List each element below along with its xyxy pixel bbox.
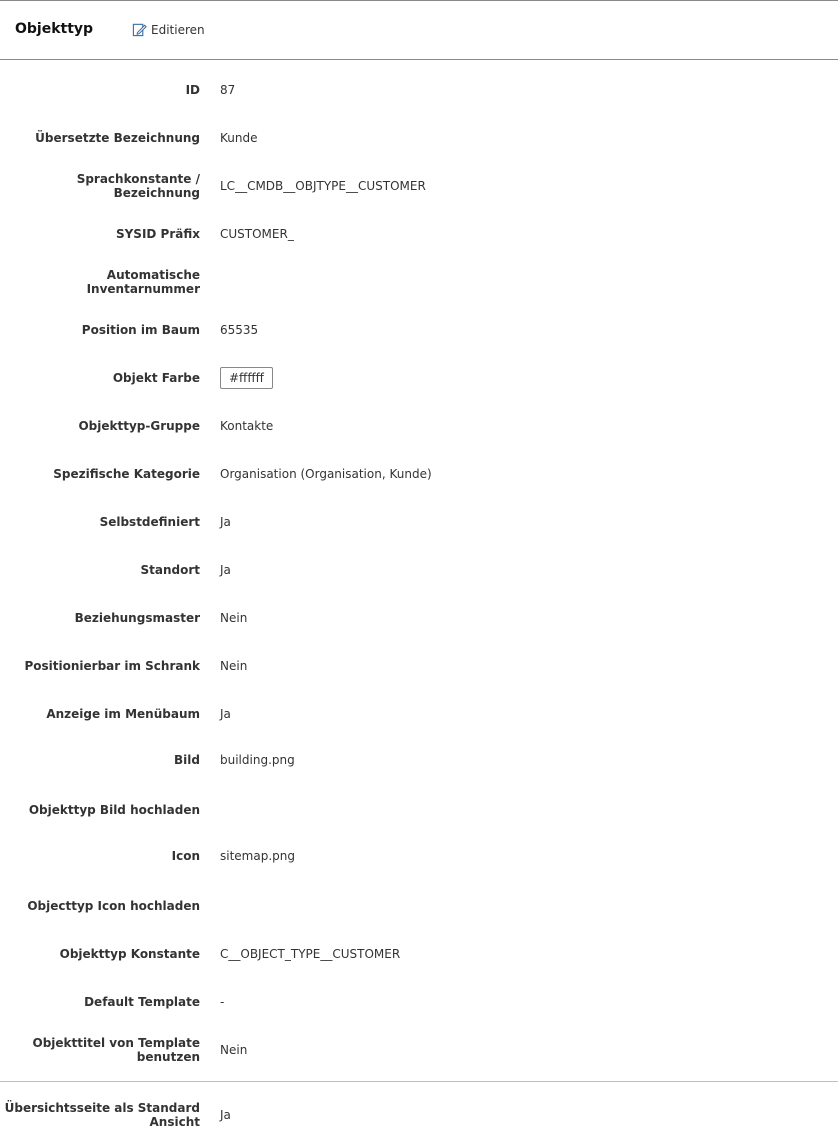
row-specific-category [0, 450, 838, 498]
row-label: Sprachkonstante / Bezeichnung [76, 172, 200, 200]
row-label: Automatische Inventarnummer [86, 268, 200, 296]
row-value: 87 [220, 83, 236, 97]
row-tree-position [0, 306, 838, 354]
edit-button[interactable] [132, 22, 205, 37]
row-icon-upload [0, 882, 838, 930]
row-self-defined [0, 498, 838, 546]
row-image [0, 736, 838, 784]
row-value: Ja [220, 515, 231, 529]
row-location [0, 546, 838, 594]
row-relation-master [0, 594, 838, 642]
row-value: 65535 [220, 323, 259, 337]
row-value: Ja [220, 563, 231, 577]
row-label: Objekttyp-Gruppe [78, 419, 200, 433]
row-value: sitemap.png [220, 849, 295, 863]
edit-icon [132, 22, 147, 37]
row-label: Bild [174, 753, 200, 767]
row-language-constant [0, 162, 838, 210]
row-label: Standort [140, 563, 200, 577]
row-label: Übersichtsseite als Standard Ansicht [4, 1101, 200, 1129]
row-value: Organisation (Organisation, Kunde) [220, 467, 432, 481]
row-label: Übersetzte Bezeichnung [35, 131, 200, 145]
row-label: Spezifische Kategorie [53, 467, 200, 481]
row-value: LC__CMDB__OBJTYPE__CUSTOMER [220, 179, 426, 193]
row-value: Kontakte [220, 419, 274, 433]
row-value: C__OBJECT_TYPE__CUSTOMER [220, 947, 401, 961]
row-label: Objekttitel von Template benutzen [32, 1036, 200, 1064]
row-label: Objecttyp Icon hochladen [27, 899, 200, 913]
row-label: Icon [171, 849, 200, 863]
row-rack-positionable [0, 642, 838, 690]
row-label: Position im Baum [81, 323, 200, 337]
row-label: SYSID Präfix [115, 227, 200, 241]
row-sysid-prefix [0, 210, 838, 258]
row-label: Objekttyp Bild hochladen [28, 803, 200, 817]
row-object-type-group [0, 402, 838, 450]
row-label: Positionierbar im Schrank [24, 659, 200, 673]
row-value: CUSTOMER_ [220, 227, 294, 241]
row-overview-default-view [0, 1091, 838, 1134]
row-translated-name [0, 114, 838, 162]
row-default-template [0, 978, 838, 1026]
row-auto-inventory-number [0, 258, 838, 306]
row-label: Beziehungsmaster [74, 611, 200, 625]
row-value: Nein [220, 611, 248, 625]
header-bar [0, 1, 838, 60]
row-label: Default Template [84, 995, 200, 1009]
row-value: Kunde [220, 131, 258, 145]
section-divider [0, 1081, 838, 1082]
row-object-color [0, 354, 838, 402]
row-value [220, 367, 273, 389]
row-value: building.png [220, 753, 295, 767]
row-value: - [220, 995, 225, 1009]
row-image-upload [0, 786, 838, 834]
edit-button-label: Editieren [151, 22, 205, 37]
row-label: Objekt Farbe [112, 371, 200, 385]
row-value: Ja [220, 1108, 231, 1122]
row-label: ID [185, 83, 200, 97]
row-label: Anzeige im Menübaum [46, 707, 200, 721]
row-value: Nein [220, 659, 248, 673]
row-value: Nein [220, 1043, 248, 1057]
row-menu-tree-display [0, 690, 838, 738]
row-icon [0, 832, 838, 880]
row-use-template-title [0, 1026, 838, 1074]
page-title: Objekttyp [15, 21, 94, 37]
row-object-type-constant [0, 930, 838, 978]
color-swatch: #ffffff [220, 367, 273, 389]
row-label: Objekttyp Konstante [59, 947, 200, 961]
row-label: Selbstdefiniert [99, 515, 200, 529]
row-value: Ja [220, 707, 231, 721]
row-id [0, 66, 838, 114]
